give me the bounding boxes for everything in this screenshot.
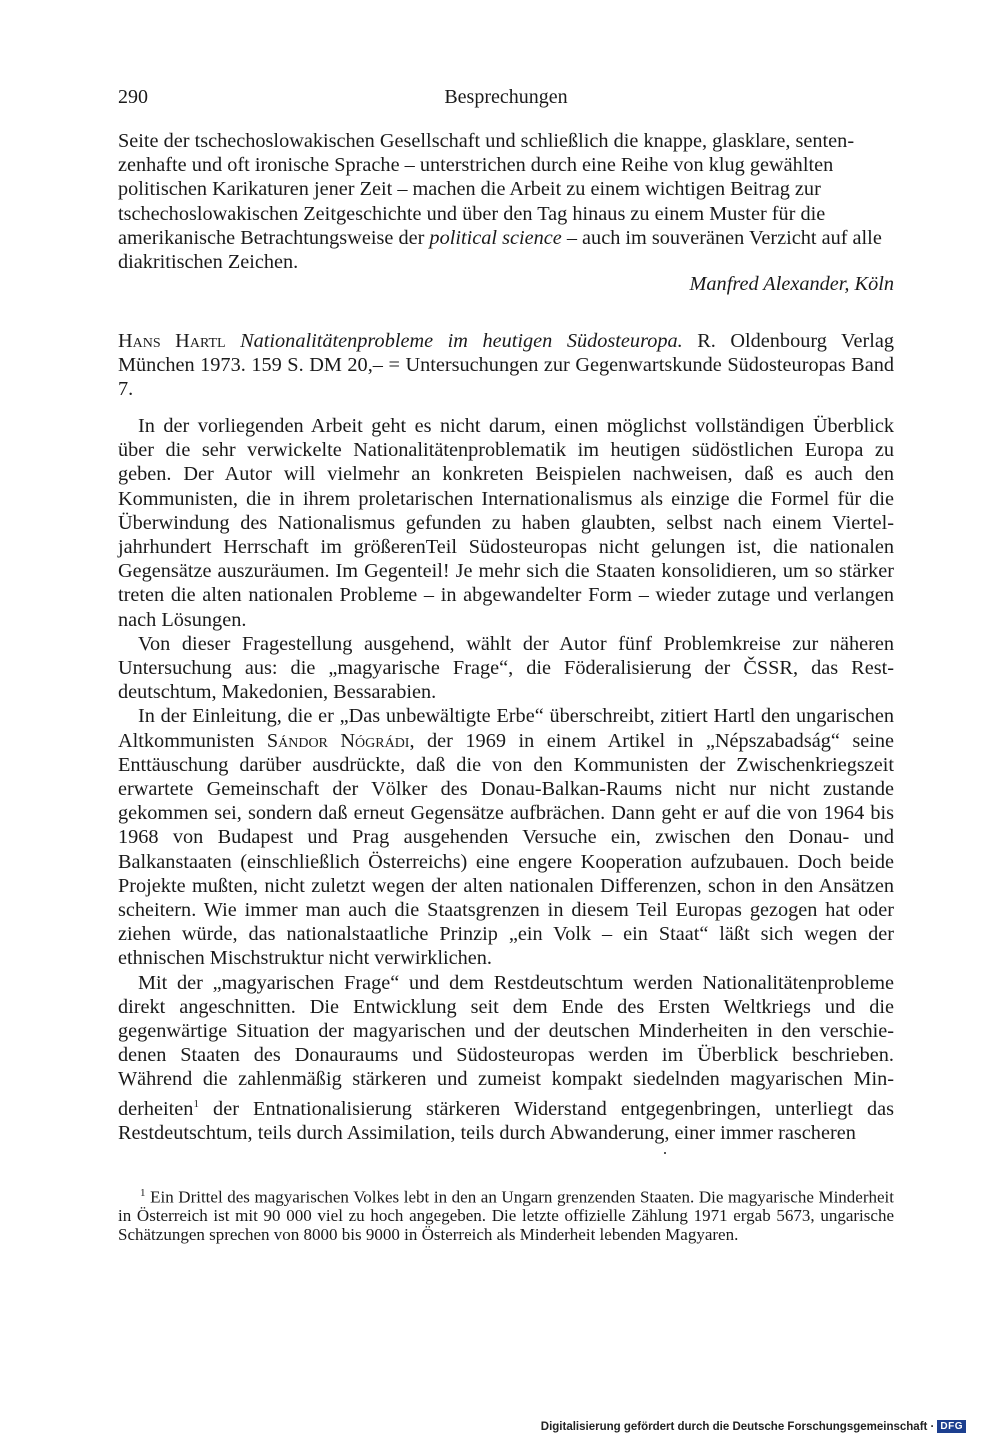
reviewer-signature: Manfred Alexander, Köln <box>689 273 894 295</box>
digitization-credit <box>541 1420 966 1433</box>
stray-dot <box>664 1152 666 1154</box>
continuation-line: amerikanische Betrachtungsweise der political science – auch im souveränen Verzicht auf alle <box>118 226 882 249</box>
italic-term: political science <box>429 226 562 249</box>
book-author: Hans Hartl <box>118 330 226 352</box>
continuation-line: zenhafte und oft ironische Sprache – unterstrichen durch eine Reihe von klug gewählten <box>118 154 834 177</box>
page-number: 290 <box>118 86 148 108</box>
credit-text: Digitalisierung gefördert durch die Deutsche Forschungsgemeinschaft · <box>540 1420 935 1433</box>
continuation-line: politischen Karikaturen jener Zeit – machen die Arbeit zu einem wichtigen Beitrag zur <box>118 178 821 201</box>
review-paragraph: Mit der „magyarischen Frage“ und dem Restdeutschtum werden Nationalitätenprobleme direkt angeschnitten. Die Entwicklung seit dem Ende des Ersten Weltkriegs und die gegenwärtige Situation der magyarischen und der deutschen Minderheiten in den verschiedenen Staaten des Donauraums und Südosteuropas werden im Überblick beschrieben. Während die zahlenmäßig stärkeren und zumeist kompakt siedelnden magyarischen Minderheiten$^1$ der Entnationalisierung stärkeren Widerstand entgegenbringen, unterliegt das Restdeutschtum, teils durch Assimilation, teils durch Abwanderung, einer immer rascheren <box>118 971 894 1144</box>
review-paragraph: In der Einleitung, die er „Das unbewältigte Erbe“ überschreibt, zitiert Hartl den ungarischen Altkommunisten Sándor Nógrádi, der 1969 in einem Artikel in „Népszabadság“ seine Enttäuschung darüber ausdrückte, daß die von den Kommunisten der Zwischenkriegszeit erwartete Gemeinschaft der Völker des Donau-Balkan-Raums nicht nur nicht zustande gekommen sei, sondern daß erneut Gegensätze aufbrächen. Dann geht er auf die von 1964 bis 1968 von Budapest und Prag ausgehenden Versuche ein, zwischen den Donau- und Balkanstaaten (einschließlich Österreichs) eine engere Kooperation aufzubauen. Doch beide Projekte mußten, nicht zuletzt wegen der alten nationalen Differenzen, schon in den Ansätzen scheitern. Wie immer man auch die Staatsgrenzen in diesem Teil Europas gezogen hat oder ziehen würde, das nationalstaatliche Prinzip „ein Volk – ein Staat“ läßt sich wegen der ethnischen Mischstruktur nicht verwirklichen. <box>118 705 895 970</box>
continuation-line: Seite der tschechoslowakischen Gesellschaft und schließlich die knappe, glasklare, senten- <box>118 130 855 152</box>
book-title: Nationalitätenprobleme im heutigen Südosteuropa. <box>240 330 683 352</box>
review-body <box>118 414 894 1145</box>
review-paragraph: Von dieser Fragestellung ausgehend, wählt der Autor fünf Problemkreise zur näheren Untersuchung aus: die „magyarische Frage“, die Föderalisierung der ČSSR, das Restdeutschtum, Makedonien, Bessarabien. <box>118 632 894 704</box>
continuation-text <box>118 129 894 274</box>
footnote-reference: 1 <box>193 1097 199 1110</box>
running-title: Besprechungen <box>444 86 568 108</box>
continuation-line: tschechoslowakischen Zeitgeschichte und über den Tag hinaus zu einem Muster für die <box>118 202 826 225</box>
book-bibliography: R. Oldenbourg Verlag München 1973. 159 S. DM 20,– = Untersuchungen zur Gegenwartskunde Südosteuropas Band 7. <box>118 330 894 401</box>
dfg-logo: DFG <box>937 1420 966 1433</box>
person-name: Sándor Nógrádi <box>266 729 410 752</box>
page-header <box>118 86 894 114</box>
footnote <box>118 1184 894 1244</box>
continuation-line: diakritischen Zeichen. <box>118 251 299 274</box>
footnote-mark: 1 <box>140 1187 146 1199</box>
book-citation <box>118 329 894 402</box>
review-paragraph: In der vorliegenden Arbeit geht es nicht darum, einen möglichst vollständigen Überblick über die sehr verwickelte Nationalitätenproblematik im heutigen südöstlichen Europa zu geben. Der Autor will vielmehr an konkreten Beispielen nachweisen, daß es auch den Kommunisten, die in ihrem proletarischen Internationalismus als einzige die Formel für die Überwindung des Nationalismus gefunden zu haben glaubten, selbst nach einem Vierteljahrhundert Herrschaft im größerenTeil Südosteuropas nicht gelungen ist, die nationalen Gegensätze auszuräumen. Im Gegenteil! Je mehr sich die Staaten konsolidieren, um so stärker treten die alten nationalen Probleme – in abgewandelter Form – wieder zutage und verlangen nach Lösungen. <box>118 415 894 631</box>
footnote-text: Ein Drittel des magyarischen Volkes lebt in den an Ungarn grenzenden Staaten. Die magyarische Minderheit in Österreich ist mit 90 000 viel zu hoch angegeben. Die letzte offizielle Zählung 1971 ergab 5673, ungarische Schätzungen sprechen von 8000 bis 9000 in Österreich als Minderheit lebenden Magyaren. <box>118 1187 894 1244</box>
